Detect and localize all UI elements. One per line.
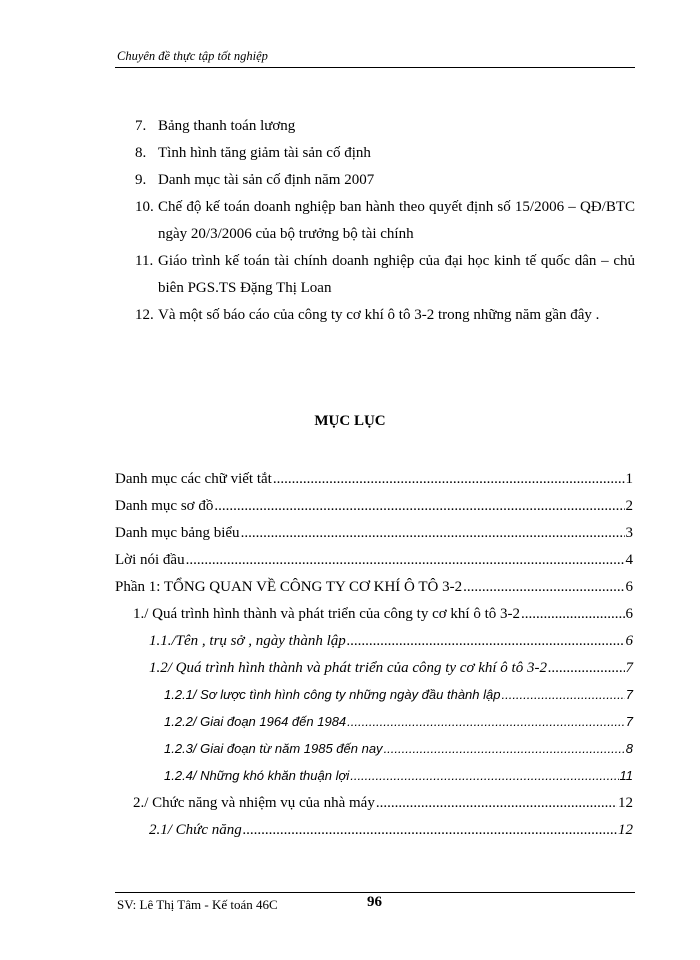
toc-entry-text: Phần 1: TỔNG QUAN VỀ CÔNG TY CƠ KHÍ Ô TÔ 3-2 bbox=[115, 579, 463, 595]
toc-page-number: 2 bbox=[625, 498, 633, 514]
table-of-contents bbox=[115, 471, 633, 849]
reference-number: 8. bbox=[135, 145, 147, 161]
toc-leader bbox=[548, 660, 625, 677]
toc-entry[interactable] bbox=[115, 687, 633, 714]
toc-leader bbox=[243, 822, 617, 839]
reference-item bbox=[135, 113, 635, 140]
toc-entry[interactable] bbox=[115, 633, 633, 660]
toc-entry[interactable] bbox=[115, 471, 633, 498]
toc-page-number: 6 bbox=[625, 606, 633, 622]
reference-text: Danh mục tài sản cố định năm 2007 bbox=[158, 172, 375, 188]
toc-entry-text: 1.2.4/ Những khó khăn thuận lợi bbox=[164, 768, 350, 783]
toc-page-number: 6 bbox=[625, 579, 633, 595]
toc-leader bbox=[350, 768, 618, 783]
toc-entry-text: 1.2.1/ Sơ lược tình hình công ty những ngày đầu thành lập bbox=[164, 687, 501, 702]
footer-author: SV: Lê Thị Tâm - Kế toán 46C bbox=[117, 897, 278, 912]
reference-text: Tình hình tăng giảm tài sản cố định bbox=[158, 145, 371, 161]
reference-text: Chế độ kế toán doanh nghiệp ban hành theo quyết định số 15/2006 – QĐ/BTC ngày 20/3/2006 của bộ trưởng bộ tài chính bbox=[158, 199, 635, 242]
reference-text: Giáo trình kế toán tài chính doanh nghiệp của đại học kinh tế quốc dân – chủ biên PGS.TS Đặng Thị Loan bbox=[158, 253, 635, 296]
toc-entry[interactable] bbox=[115, 606, 633, 633]
toc-page-number: 4 bbox=[625, 552, 633, 568]
header-rule bbox=[115, 67, 635, 68]
reference-item bbox=[135, 140, 635, 167]
toc-leader bbox=[241, 525, 625, 542]
toc-entry-text: 1.1./Tên , trụ sở , ngày thành lập bbox=[149, 633, 346, 649]
toc-entry-text: 1.2/ Quá trình hình thành và phát triển của công ty cơ khí ô tô 3-2 bbox=[149, 660, 547, 676]
toc-entry-text: Danh mục sơ đồ bbox=[115, 498, 214, 514]
toc-leader bbox=[347, 714, 625, 729]
toc-entry[interactable] bbox=[115, 714, 633, 741]
reference-number: 10. bbox=[135, 199, 154, 215]
reference-text: Bảng thanh toán lương bbox=[158, 118, 296, 134]
toc-entry-text: Lời nói đầu bbox=[115, 552, 185, 568]
toc-leader bbox=[273, 471, 625, 488]
toc-entry-text: 1./ Quá trình hình thành và phát triển của công ty cơ khí ô tô 3-2 bbox=[133, 606, 521, 622]
reference-number: 12. bbox=[135, 307, 154, 323]
reference-item bbox=[135, 302, 635, 329]
reference-number: 11. bbox=[135, 253, 154, 269]
reference-number: 9. bbox=[135, 172, 147, 188]
toc-entry[interactable] bbox=[115, 552, 633, 579]
toc-entry[interactable] bbox=[115, 579, 633, 606]
toc-page-number: 8 bbox=[625, 741, 633, 756]
toc-page-number: 7 bbox=[625, 687, 633, 702]
toc-page-number: 3 bbox=[625, 525, 633, 541]
toc-leader bbox=[521, 606, 624, 623]
toc-page-number: 6 bbox=[625, 633, 633, 649]
toc-leader bbox=[384, 741, 625, 756]
toc-entry-text: 1.2.2/ Giai đoạn 1964 đến 1984 bbox=[164, 714, 347, 729]
toc-leader bbox=[214, 498, 624, 515]
running-header: Chuyên đề thực tập tốt nghiệp bbox=[117, 49, 268, 63]
reference-text: Và một số báo cáo của công ty cơ khí ô tô 3-2 trong những năm gần đây . bbox=[158, 307, 600, 323]
reference-number: 7. bbox=[135, 118, 147, 134]
page-number: 96 bbox=[367, 894, 382, 910]
toc-entry-text: 2.1/ Chức năng bbox=[149, 822, 242, 838]
toc-entry[interactable] bbox=[115, 741, 633, 768]
toc-page-number: 7 bbox=[625, 714, 633, 729]
toc-entry[interactable] bbox=[115, 498, 633, 525]
toc-page-number: 11 bbox=[619, 768, 633, 783]
toc-leader bbox=[376, 795, 617, 812]
reference-item bbox=[135, 248, 635, 302]
toc-entry-text: 2./ Chức năng và nhiệm vụ của nhà máy bbox=[133, 795, 375, 811]
toc-leader bbox=[186, 552, 625, 569]
toc-leader bbox=[501, 687, 624, 702]
toc-title: MỤC LỤC bbox=[314, 413, 386, 429]
toc-entry[interactable] bbox=[115, 822, 633, 849]
toc-entry[interactable] bbox=[115, 660, 633, 687]
toc-entry[interactable] bbox=[115, 768, 633, 795]
toc-page-number: 12 bbox=[618, 795, 633, 811]
toc-leader bbox=[347, 633, 625, 650]
toc-entry[interactable] bbox=[115, 795, 633, 822]
toc-entry[interactable] bbox=[115, 525, 633, 552]
toc-entry-text: Danh mục bảng biểu bbox=[115, 525, 240, 541]
reference-list bbox=[135, 113, 635, 329]
reference-item bbox=[135, 194, 635, 248]
reference-item bbox=[135, 167, 635, 194]
footer-rule bbox=[115, 892, 635, 893]
toc-page-number: 12 bbox=[618, 822, 633, 838]
toc-page-number: 1 bbox=[625, 471, 633, 487]
toc-leader bbox=[463, 579, 624, 596]
toc-page-number: 7 bbox=[625, 660, 633, 676]
toc-entry-text: Danh mục các chữ viết tắt bbox=[115, 471, 272, 487]
toc-entry-text: 1.2.3/ Giai đoạn từ năm 1985 đến nay bbox=[164, 741, 383, 756]
